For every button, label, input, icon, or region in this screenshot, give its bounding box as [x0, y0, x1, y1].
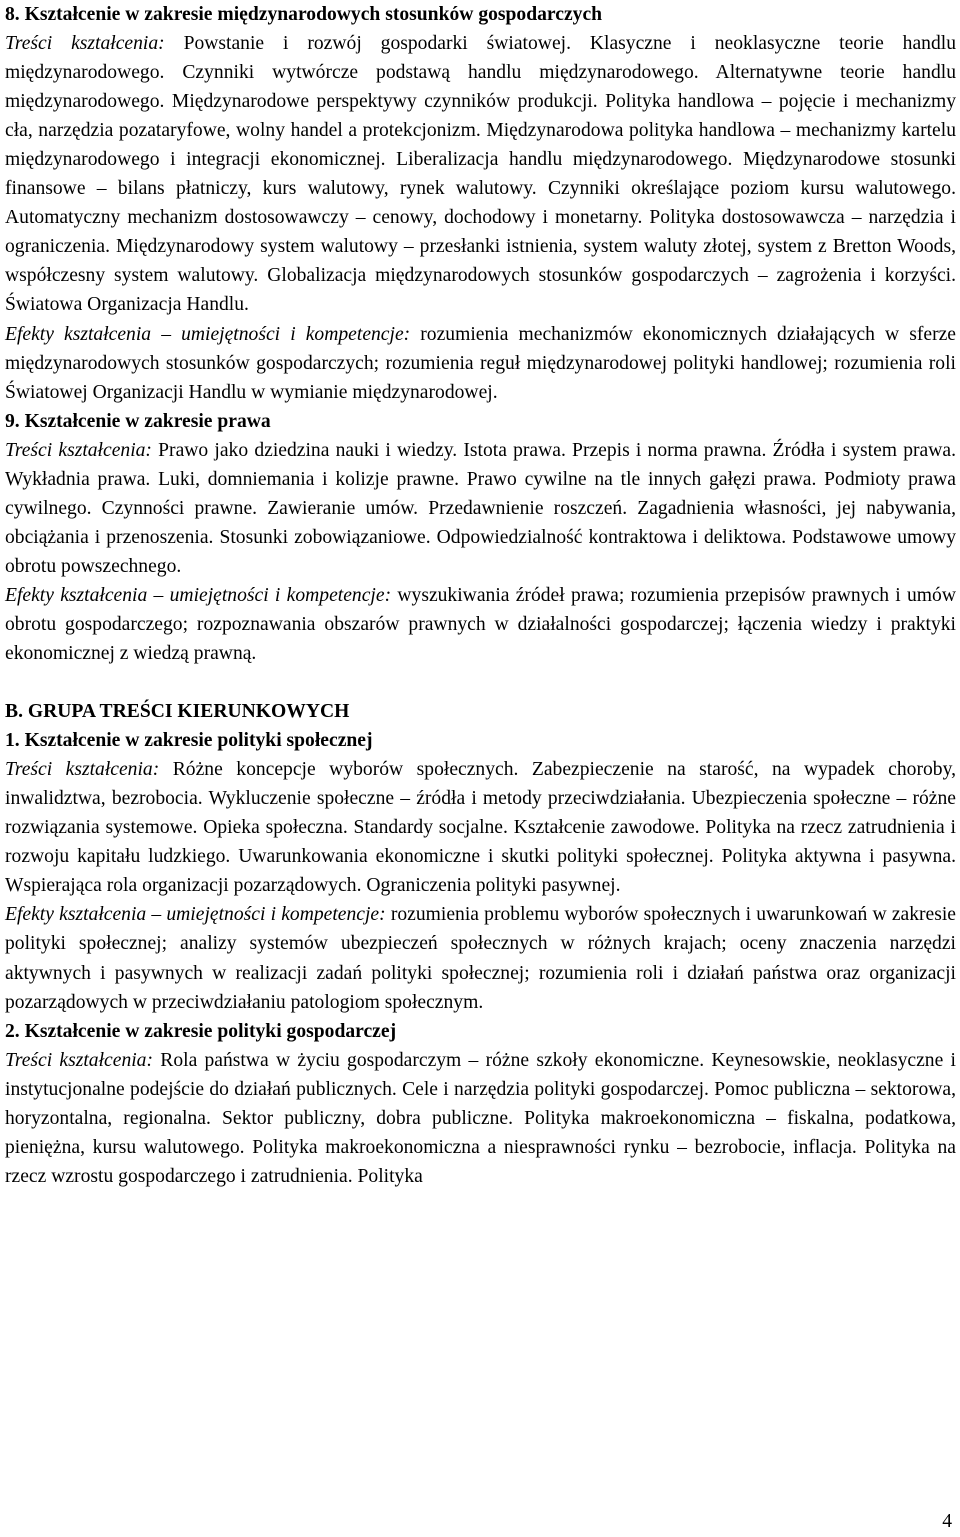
page-number: 4 [942, 1511, 952, 1532]
section-effects [5, 900, 956, 1016]
effects-text: rozumienia mechanizmów ekonomicznych działających w sferze międzynarodowych stosunków gospodarczych; rozumienia reguł międzynarodowej polityki handlowej; rozumienia roli Światowej Organizacji Handlu w wymianie międzynarodowej. [5, 323, 956, 403]
content-text: Rola państwa w życiu gospodarczym – różne szkoły ekonomiczne. Keynesowskie, neoklasyczne i instytucjonalne podejście do działań publicznych. Cele i narzędzia polityki gospodarczej. Pomoc publiczna – sektorowa, horyzontalna, regionalna. Sektor publiczny, dobra publiczne. Polityka makroekonomiczna – fiskalna, podatkowa, pieniężna, kursu walutowego. Polityka makroekonomiczna a niesprawności rynku – bezrobocie, inflacja. Polityka na rzecz wzrostu gospodarczego i zatrudnienia. Polityka [5, 1049, 956, 1187]
effects-text: wyszukiwania źródeł prawa; rozumienia przepisów prawnych i umów obrotu gospodarczego; rozpoznawania obszarów prawnych w działalności gospodarczej; łączenia wiedzy i praktyki ekonomicznej z wiedzą prawną. [5, 584, 956, 665]
section-8 [5, 0, 956, 407]
group-section-2 [5, 1017, 956, 1191]
document-page [5, 0, 956, 1191]
section-effects [5, 581, 956, 668]
section-heading: 9. Kształcenie w zakresie prawa [5, 410, 271, 432]
section-heading: 8. Kształcenie w zakresie międzynarodowych stosunków gospodarczych [5, 4, 603, 25]
section-heading: 2. Kształcenie w zakresie polityki gospodarczej [5, 1020, 397, 1042]
content-text: Prawo jako dziedzina nauki i wiedzy. Istota prawa. Przepis i norma prawna. Źródła i system prawa. Wykładnia prawa. Luki, domniemania i kolizje prawne. Prawo cywilne na tle innych gałęzi prawa. Podmioty prawa cywilnego. Czynności prawne. Zawieranie umów. Przedawnienie roszczeń. Zagadnienia własności, jej nabywania, obciążania i przenoszenia. Stosunki zobowiązaniowe. Odpowiedzialność kontraktowa i deliktowa. Podstawowe umowy obrotu powszechnego. [5, 439, 956, 577]
section-content [5, 1046, 956, 1191]
section-effects [5, 320, 956, 407]
effects-label: Efekty kształcenia – umiejętności i kompetencje: [5, 584, 392, 606]
group-section-1 [5, 726, 956, 1016]
effects-label: Efekty kształcenia – umiejętności i kompetencje: [5, 904, 386, 926]
content-label: Treści kształcenia: [5, 439, 152, 461]
section-9 [5, 407, 956, 668]
section-content [5, 755, 956, 900]
group-heading: B. GRUPA TREŚCI KIERUNKOWYCH [5, 701, 350, 723]
content-label: Treści kształcenia: [5, 759, 160, 781]
section-heading: 1. Kształcenie w zakresie polityki społecznej [5, 730, 373, 752]
section-content [5, 29, 956, 319]
content-label: Treści kształcenia: [5, 33, 165, 55]
effects-label: Efekty kształcenia – umiejętności i kompetencje: [5, 323, 411, 345]
content-label: Treści kształcenia: [5, 1049, 154, 1071]
section-content [5, 436, 956, 581]
content-text: Powstanie i rozwój gospodarki światowej. Klasyczne i neoklasyczne teorie handlu międzynarodowego. Czynniki wytwórcze podstawą handlu międzynarodowego. Alternatywne teorie handlu międzynarodowego. Międzynarodowe perspektywy czynników produkcji. Polityka handlowa – pojęcie i mechanizmy cła, narzędzia pozataryfowe, wolny handel a protekcjonizm. Międzynarodowa polityka handlowa – mechanizmy kartelu międzynarodowego i integracji ekonomicznej. Liberalizacja handlu międzynarodowego. Międzynarodowe stosunki finansowe – bilans płatniczy, kurs walutowy, rynek walutowy. Czynniki określające poziom kursu walutowego. Automatyczny mechanizm dostosowawczy – cenowy, dochodowy i monetarny. Polityka dostosowawcza – narzędzia i ograniczenia. Międzynarodowy system walutowy – przesłanki istnienia, system waluty złotej, system z Bretton Woods, współczesny system walutowy. Globalizacja międzynarodowych stosunków gospodarczych – zagrożenia i korzyści. Światowa Organizacja Handlu. [5, 33, 956, 316]
effects-text: rozumienia problemu wyborów społecznych i uwarunkowań w zakresie polityki społecznej; analizy systemów ubezpieczeń społecznych w różnych krajach; oceny znaczenia narzędzi aktywnych i pasywnych w realizacji zadań polityki społecznej; rozumienia roli i działań państwa oraz organizacji pozarządowych w przeciwdziałaniu patologiom społecznym. [5, 904, 956, 1013]
content-text: Różne koncepcje wyborów społecznych. Zabezpieczenie na starość, na wypadek choroby, inwalidztwa, bezrobocia. Wykluczenie społeczne – źródła i metody przeciwdziałania. Ubezpieczenia społeczne – różne rozwiązania systemowe. Opieka społeczna. Standardy socjalne. Kształcenie zawodowe. Polityka na rzecz zatrudnienia i rozwoju kapitału ludzkiego. Uwarunkowania ekonomiczne i skutki polityki społecznej. Polityka aktywna i pasywna. Wspierająca rola organizacji pozarządowych. Ograniczenia polityki pasywnej. [5, 759, 956, 897]
